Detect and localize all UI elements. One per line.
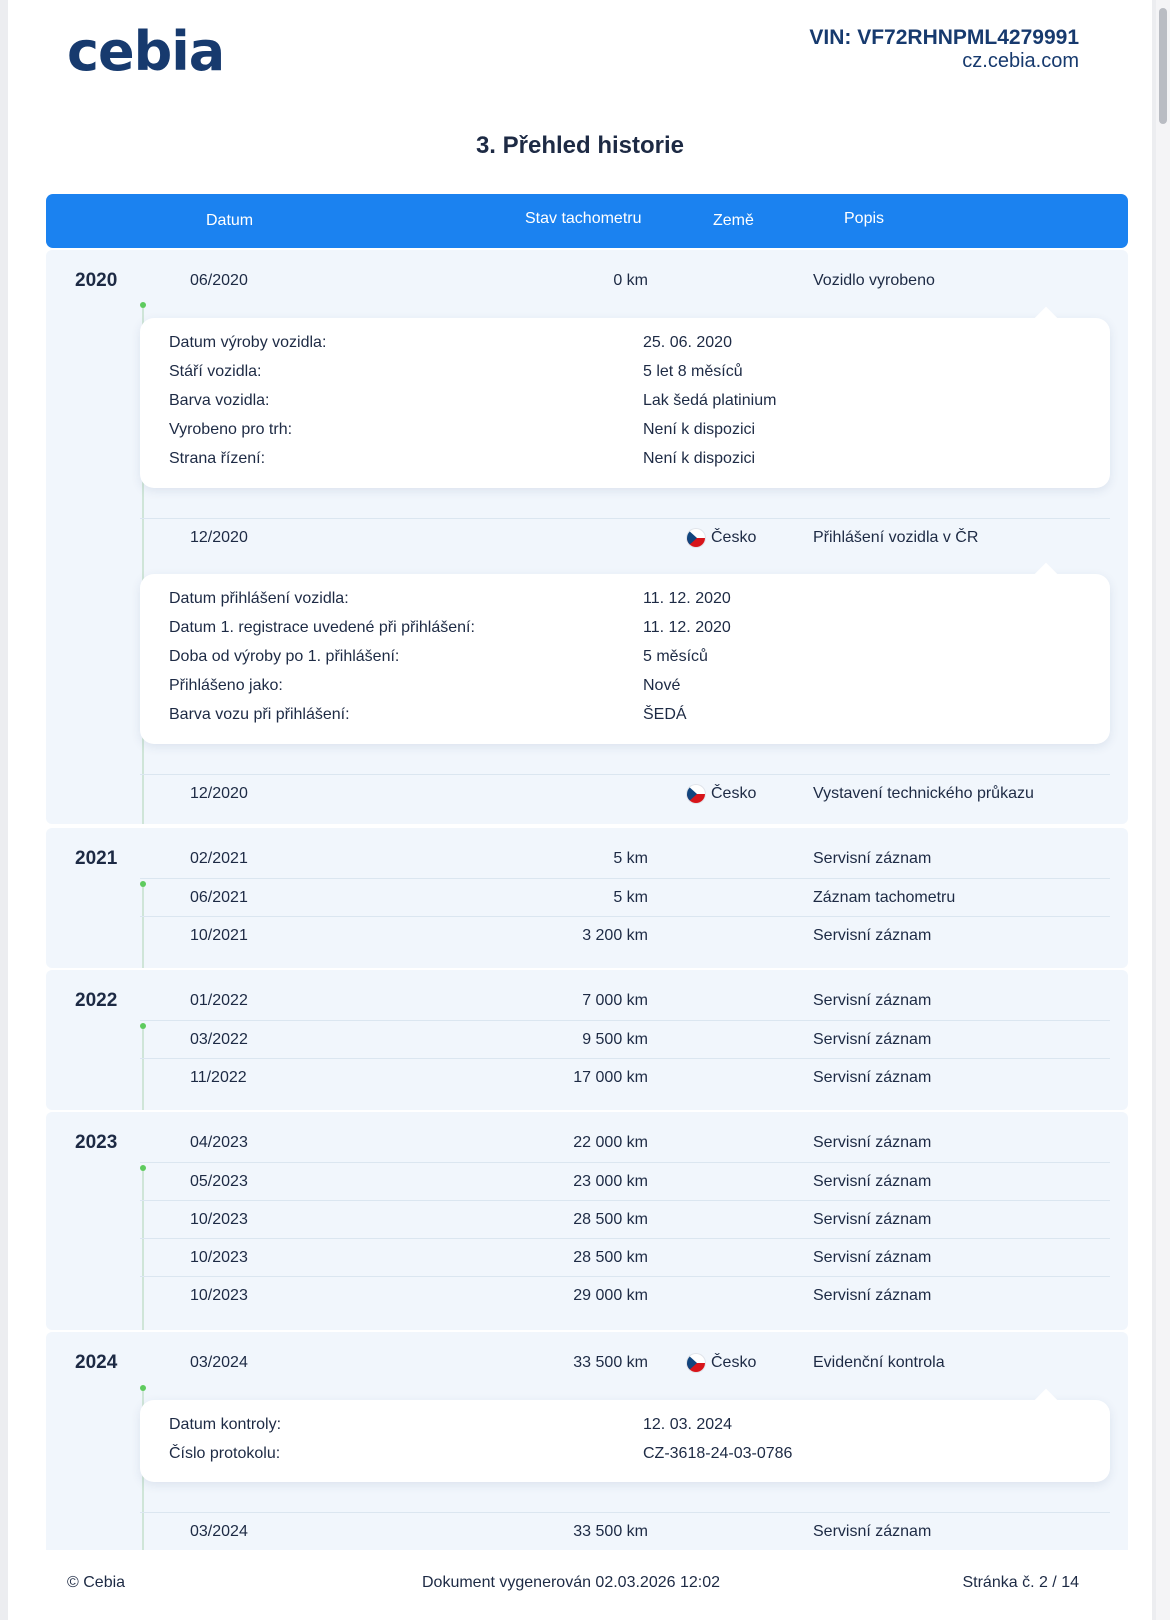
footer-page-number: Stránka č. 2 / 14 (962, 1574, 1079, 1591)
detail-label: Datum kontroly: (169, 1416, 282, 1433)
year-label: 2023 (75, 1132, 118, 1153)
row-description: Vystavení technického průkazu (813, 785, 1034, 802)
row-date: 12/2020 (190, 785, 248, 802)
detail-row (169, 450, 1089, 479)
country-name: Česko (711, 529, 757, 546)
row-description: Přihlášení vozidla v ČR (813, 529, 979, 546)
history-row[interactable] (140, 1162, 1110, 1200)
row-odometer: 0 km (613, 272, 648, 289)
row-date: 04/2023 (190, 1134, 248, 1151)
detail-label: Číslo protokolu: (169, 1445, 281, 1462)
detail-label: Barva vozidla: (169, 392, 270, 409)
detail-label: Datum výroby vozidla: (169, 334, 327, 351)
detail-row (169, 619, 1089, 648)
footer-generated-date: Dokument vygenerován 02.03.2026 12:02 (422, 1574, 720, 1591)
detail-value: 11. 12. 2020 (643, 619, 731, 636)
detail-card-registration (140, 574, 1110, 744)
row-description: Servisní záznam (813, 927, 932, 944)
row-date: 10/2023 (190, 1211, 248, 1228)
row-odometer: 28 500 km (573, 1211, 648, 1228)
country-name: Česko (711, 785, 757, 802)
column-header-date: Datum (206, 212, 254, 229)
row-odometer: 23 000 km (573, 1173, 648, 1190)
history-row[interactable] (140, 1512, 1110, 1550)
row-date: 02/2021 (190, 850, 248, 867)
detail-row (169, 392, 1089, 421)
row-description: Vozidlo vyrobeno (813, 272, 935, 289)
detail-label: Vyrobeno pro trh: (169, 421, 293, 438)
detail-value: CZ-3618-24-03-0786 (643, 1445, 793, 1462)
history-row[interactable] (140, 1058, 1110, 1096)
detail-value: Lak šedá platinium (643, 392, 777, 409)
history-row[interactable] (140, 262, 1110, 300)
history-row[interactable] (140, 1020, 1110, 1058)
row-country (687, 1354, 756, 1372)
history-row[interactable] (140, 878, 1110, 916)
row-date: 03/2022 (190, 1031, 248, 1048)
detail-row (169, 706, 1089, 735)
year-block-2023 (46, 1112, 1128, 1330)
card-notch (1035, 563, 1058, 586)
row-date: 12/2020 (190, 529, 248, 546)
detail-row (169, 421, 1089, 450)
year-label: 2022 (75, 990, 118, 1011)
row-date: 11/2022 (190, 1069, 247, 1086)
history-row[interactable] (140, 1124, 1110, 1162)
cebia-logo: cebia (67, 20, 225, 83)
detail-label: Barva vozu při přihlášení: (169, 706, 350, 723)
history-row[interactable] (140, 1200, 1110, 1238)
row-odometer: 9 500 km (582, 1031, 648, 1048)
row-odometer: 28 500 km (573, 1249, 648, 1266)
detail-row (169, 363, 1089, 392)
detail-label: Datum 1. registrace uvedené při přihlášení: (169, 619, 475, 636)
history-row[interactable] (140, 916, 1110, 954)
detail-value: 11. 12. 2020 (643, 590, 731, 607)
column-header-country: Země (713, 212, 754, 229)
detail-row (169, 334, 1089, 363)
detail-row (169, 677, 1089, 706)
detail-label: Datum přihlášení vozidla: (169, 590, 349, 607)
year-label: 2020 (75, 270, 118, 291)
czech-flag-icon (687, 529, 705, 547)
column-header-description: Popis (844, 210, 885, 227)
detail-value: 25. 06. 2020 (643, 334, 732, 351)
year-block-2022 (46, 970, 1128, 1110)
row-description: Servisní záznam (813, 1287, 932, 1304)
row-odometer: 7 000 km (582, 992, 648, 1009)
row-date: 06/2021 (190, 889, 248, 906)
history-row[interactable] (140, 840, 1110, 878)
scrollbar-thumb[interactable] (1159, 8, 1167, 124)
card-notch (1035, 1389, 1058, 1412)
detail-label: Přihlášeno jako: (169, 677, 283, 694)
year-block-2020 (46, 250, 1128, 824)
detail-label: Stáří vozidla: (169, 363, 262, 380)
czech-flag-icon (687, 785, 705, 803)
card-notch (1035, 307, 1058, 330)
row-description: Evidenční kontrola (813, 1354, 945, 1371)
section-title: 3. Přehled historie (475, 132, 685, 159)
row-odometer: 3 200 km (582, 927, 648, 944)
row-odometer: 33 500 km (573, 1523, 648, 1540)
detail-value: Nové (643, 677, 681, 694)
czech-flag-icon (687, 1354, 705, 1372)
row-description: Servisní záznam (813, 1211, 932, 1228)
row-description: Servisní záznam (813, 1134, 932, 1151)
detail-value: 12. 03. 2024 (643, 1416, 732, 1433)
detail-card-production (140, 318, 1110, 488)
history-row[interactable] (140, 982, 1110, 1020)
vertical-scrollbar[interactable] (1156, 0, 1170, 1620)
row-odometer: 29 000 km (573, 1287, 648, 1304)
country-name: Česko (711, 1354, 757, 1371)
footer-copyright: © Cebia (67, 1574, 126, 1591)
row-date: 10/2021 (190, 927, 248, 944)
row-description: Servisní záznam (813, 1069, 932, 1086)
row-description: Záznam tachometru (813, 889, 956, 906)
report-page (8, 0, 1152, 1620)
detail-value: ŠEDÁ (643, 706, 687, 723)
row-description: Servisní záznam (813, 1523, 932, 1540)
row-odometer: 22 000 km (573, 1134, 648, 1151)
detail-row (169, 1445, 1089, 1474)
row-description: Servisní záznam (813, 850, 932, 867)
row-description: Servisní záznam (813, 1173, 932, 1190)
row-country (687, 529, 756, 547)
row-odometer: 5 km (613, 889, 648, 906)
row-date: 03/2024 (190, 1354, 248, 1371)
row-date: 01/2022 (190, 992, 248, 1009)
row-odometer: 17 000 km (573, 1069, 648, 1086)
history-row[interactable] (140, 1276, 1110, 1314)
year-label: 2021 (75, 848, 118, 869)
detail-value: Není k dispozici (643, 421, 756, 438)
row-description: Servisní záznam (813, 1249, 932, 1266)
year-block-2024 (46, 1332, 1128, 1550)
row-odometer: 33 500 km (573, 1354, 648, 1371)
column-header-odometer: Stav tachometru (525, 210, 642, 227)
history-row[interactable] (140, 518, 1110, 556)
vin-number: VIN: VF72RHNPML4279991 (809, 26, 1079, 49)
row-description: Servisní záznam (813, 1031, 932, 1048)
row-date: 06/2020 (190, 272, 248, 289)
detail-row (169, 1416, 1089, 1445)
row-date: 05/2023 (190, 1173, 248, 1190)
detail-value: 5 měsíců (643, 648, 708, 665)
website-link[interactable]: cz.cebia.com (962, 50, 1079, 72)
detail-label: Strana řízení: (169, 450, 266, 467)
history-table-header (46, 194, 1128, 248)
year-block-2021 (46, 828, 1128, 968)
row-odometer: 5 km (613, 850, 648, 867)
row-country (687, 785, 756, 803)
detail-value: 5 let 8 měsíců (643, 363, 743, 380)
row-description: Servisní záznam (813, 992, 932, 1009)
row-date: 10/2023 (190, 1287, 248, 1304)
history-row[interactable] (140, 1238, 1110, 1276)
detail-label: Doba od výroby po 1. přihlášení: (169, 648, 400, 665)
detail-row (169, 648, 1089, 677)
row-date: 03/2024 (190, 1523, 248, 1540)
history-row[interactable] (140, 774, 1110, 812)
history-row[interactable] (140, 1344, 1110, 1382)
detail-row (169, 590, 1089, 619)
year-label: 2024 (75, 1352, 118, 1373)
row-date: 10/2023 (190, 1249, 248, 1266)
detail-value: Není k dispozici (643, 450, 756, 467)
detail-card-inspection (140, 1400, 1110, 1482)
